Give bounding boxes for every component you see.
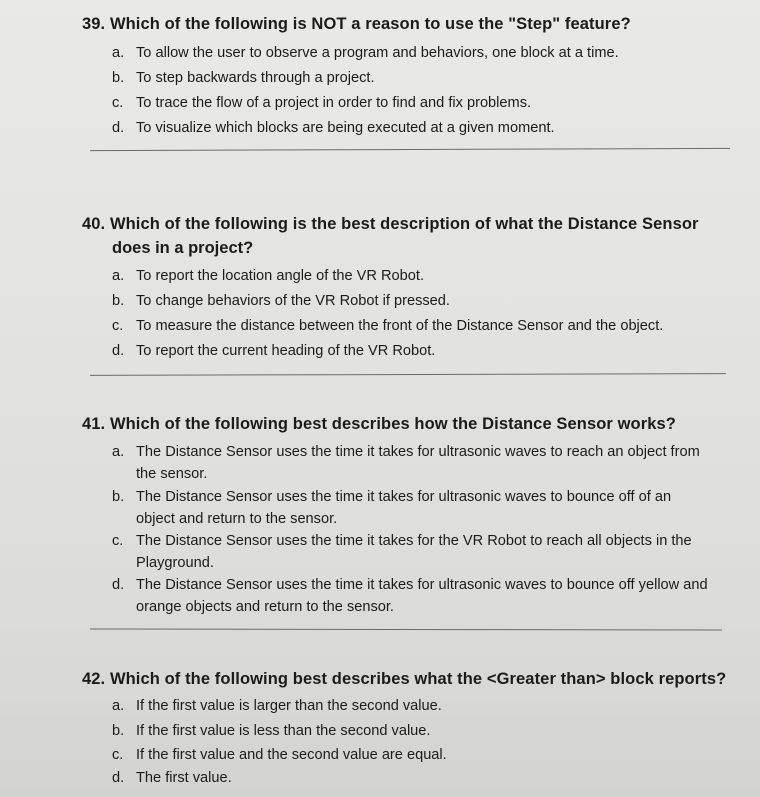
option-letter: d.	[112, 577, 125, 593]
option-letter: c.	[112, 95, 124, 111]
answer-line	[90, 373, 726, 376]
option-letter: b.	[112, 489, 125, 505]
question-40-title	[82, 212, 699, 236]
option-letter: d.	[112, 770, 125, 786]
option-letter: b.	[112, 293, 125, 309]
option-text: To change behaviors of the VR Robot if pressed.	[136, 293, 450, 309]
question-number: 41.	[82, 415, 106, 433]
option-text: To report the current heading of the VR Robot.	[136, 343, 436, 359]
option-text: To trace the flow of a project in order to find and fix problems.	[136, 95, 532, 111]
option-text-continued: object and return to the sensor.	[136, 511, 338, 527]
question-number: 40.	[82, 215, 106, 233]
option-text-continued: the sensor.	[136, 466, 208, 482]
question-39-title	[82, 12, 631, 36]
option-letter: c.	[112, 747, 124, 763]
option-text-continued: orange objects and return to the sensor.	[136, 599, 394, 615]
option-text-continued: Playground.	[136, 555, 214, 571]
option-letter: d.	[112, 120, 125, 136]
answer-line	[90, 148, 730, 152]
option-text: To visualize which blocks are being executed at a given moment.	[136, 120, 555, 136]
option-letter: c.	[112, 533, 124, 549]
option-text: If the first value and the second value are equal.	[136, 747, 447, 763]
option-letter: d.	[112, 343, 125, 359]
question-text: Which of the following best describes how the Distance Sensor works?	[109, 415, 676, 433]
option-letter: b.	[112, 723, 125, 739]
option-letter: a.	[112, 698, 125, 714]
option-text: To step backwards through a project.	[136, 70, 375, 86]
question-number: 42.	[82, 670, 106, 688]
option-text: The Distance Sensor uses the time it takes for ultrasonic waves to reach an object from	[136, 444, 700, 460]
question-41-title	[82, 412, 676, 436]
option-text: If the first value is less than the second value.	[136, 723, 431, 739]
question-42-title	[82, 667, 726, 691]
answer-line	[90, 628, 722, 630]
option-text: The Distance Sensor uses the time it takes for ultrasonic waves to bounce off yellow and	[136, 577, 708, 593]
option-text: If the first value is larger than the second value.	[136, 698, 442, 714]
question-text: Which of the following is NOT a reason to use the "Step" feature?	[109, 15, 631, 33]
question-text: Which of the following is the best description of what the Distance Sensor	[109, 215, 699, 233]
option-letter: a.	[112, 268, 125, 284]
option-text: The Distance Sensor uses the time it takes for ultrasonic waves to bounce off of an	[136, 489, 672, 505]
option-letter: a.	[112, 444, 125, 460]
option-letter: c.	[112, 318, 124, 334]
question-text: Which of the following best describes what the <Greater than> block reports?	[109, 670, 727, 688]
question-40-title-line2: does in a project?	[112, 239, 254, 257]
question-number: 39.	[82, 15, 106, 33]
option-letter: a.	[112, 45, 125, 61]
option-text: To measure the distance between the front of the Distance Sensor and the object.	[136, 318, 664, 334]
option-text: To allow the user to observe a program and behaviors, one block at a time.	[136, 45, 619, 61]
option-text: The first value.	[136, 770, 232, 786]
option-letter: b.	[112, 70, 125, 86]
option-text: To report the location angle of the VR Robot.	[136, 268, 424, 284]
option-text: The Distance Sensor uses the time it takes for the VR Robot to reach all objects in the	[136, 533, 692, 549]
